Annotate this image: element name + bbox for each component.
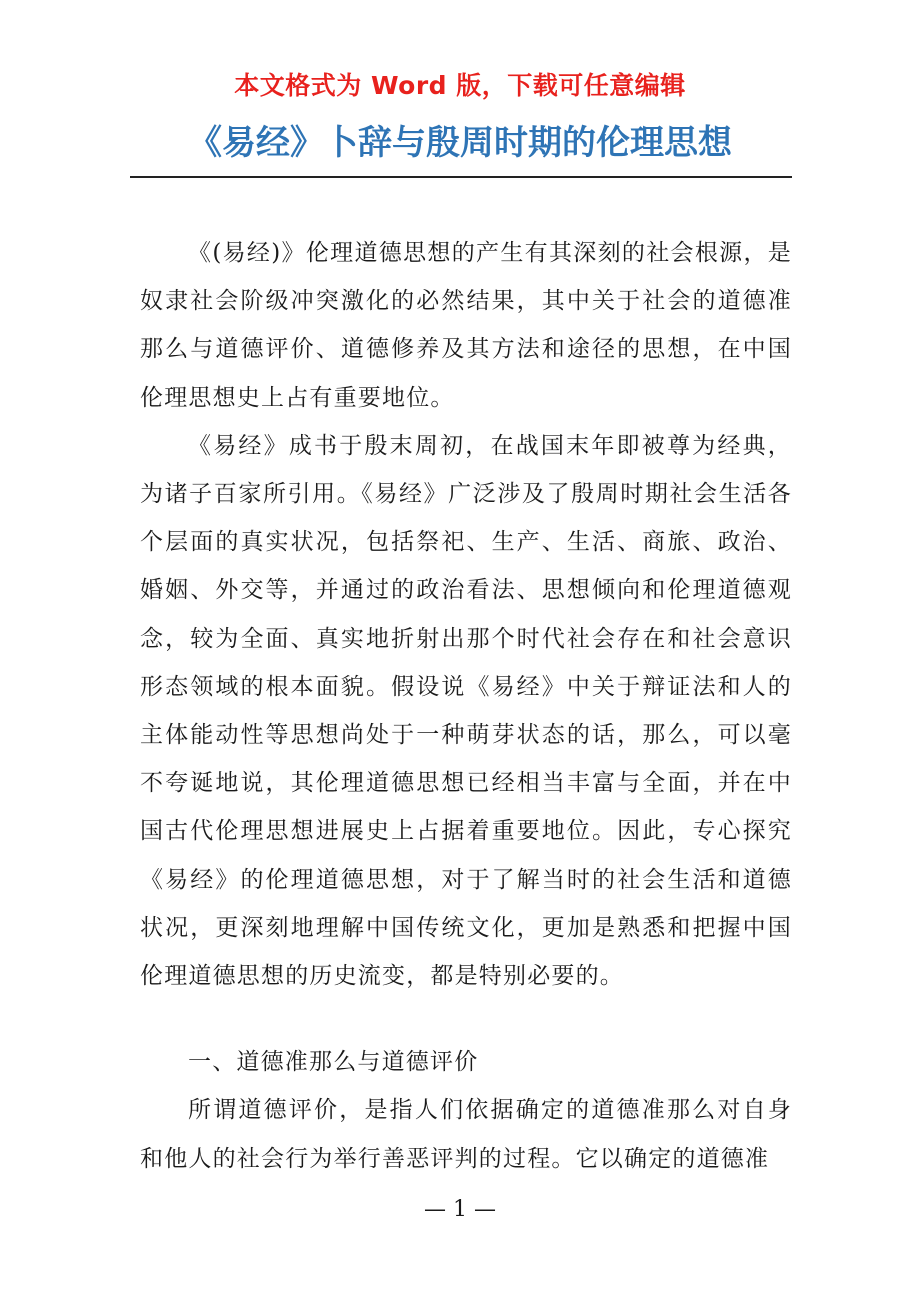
section-paragraph: 所谓道德评价，是指人们依据确定的道德准那么对自身和他人的社会行为举行善恶评判的过程。它以确定的道德准 — [140, 1097, 792, 1172]
title-divider — [130, 176, 792, 178]
document-body — [140, 229, 792, 1183]
body-paragraph-2: 《易经》成书于殷末周初，在战国末年即被尊为经典，为诸子百家所引用。《易经》广泛涉及了殷周时期社会生活各个层面的真实状况，包括祭祀、生产、生活、商旅、政治、婚姻、外交等，并通过的政治看法、思想倾向和伦理道德观念，较为全面、真实地折射出那个时代社会存在和社会意识形态领域的根本面貌。假设说《易经》中关于辩证法和人的主体能动性等思想尚处于一种萌芽状态的话，那么，可以毫不夸诞地说，其伦理道德思想已经相当丰富与全面，并在中国古代伦理思想进展史上占据着重要地位。因此，专心探究《易经》的伦理道德思想，对于了解当时的社会生活和道德状况，更深刻地理解中国传统文化，更加是熟悉和把握中国伦理道德思想的历史流变，都是特别必要的。 — [140, 432, 792, 990]
document-title: 《易经》卜辞与殷周时期的伦理思想 — [188, 123, 732, 163]
page-number: — 1 — — [424, 1197, 496, 1222]
edit-notice: 本文格式为 Word 版，下载可任意编辑 — [234, 71, 686, 100]
section-heading: 一、道德准那么与道德评价 — [188, 1049, 479, 1076]
body-paragraph-1: 《(易经)》伦理道德思想的产生有其深刻的社会根源，是奴隶社会阶级冲突激化的必然结果，其中关于社会的道德准那么与道德评价、道德修养及其方法和途径的思想，在中国伦理思想史上占有重要地位。 — [140, 240, 792, 411]
